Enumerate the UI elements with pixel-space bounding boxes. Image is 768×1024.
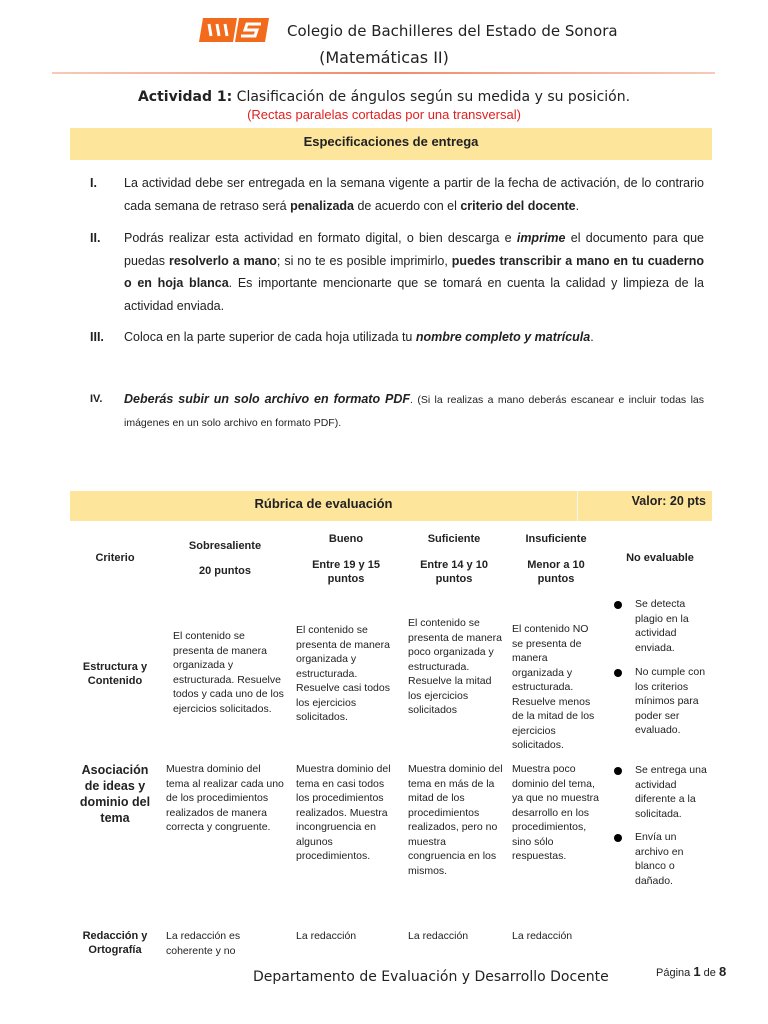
spec-text-run: imprime (516, 231, 566, 245)
rubric-cell: La redacción es coherente y no (166, 930, 241, 957)
col-header-sobresaliente: Sobresaliente (188, 540, 262, 552)
specs-title: Especificaciones de entrega (303, 134, 479, 149)
spec-text-run: Coloca en la parte superior de cada hoja utilizada tu (124, 330, 416, 344)
criterion-label: Redacción y Ortografía (82, 930, 148, 956)
col-header-insuficiente-points: Menor a 10 puntos (527, 559, 585, 585)
rubric-cell: Muestra dominio del tema al realizar cada uno de los procedimientos realizados de manera correcta y congruente. (166, 763, 284, 833)
col-header-no-evaluable: No evaluable (626, 552, 694, 564)
spec-text-run: Podrás realizar esta actividad en formato digital, o bien descarga e (124, 231, 517, 245)
spec-text-run: . (575, 198, 580, 213)
rubric-cell: El contenido NO se presenta de manera organizada y estructurada. Resuelve menos de la mitad de los ejercicios solicitados. (512, 623, 595, 751)
spec-text-run: nombre completo y matrícula (415, 330, 591, 344)
rubric-cell: La redacción (512, 930, 573, 942)
rubric-cell: El contenido se presenta de manera organizada y estructurada. Resuelve casi todos los ejercicios solicitados. (296, 624, 390, 723)
spec-item (70, 227, 712, 322)
spec-item (70, 326, 712, 350)
spec-text-run: resolverlo a mano (168, 253, 277, 268)
rubric-value: Valor: 20 pts (631, 494, 706, 508)
no-evaluable-item: Envía un archivo en blanco o dañado. (635, 831, 684, 887)
rubric-cell: La redacción (296, 930, 357, 942)
rubric-header-divider (577, 491, 578, 521)
spec-item-number: I. (90, 176, 97, 190)
activity-heading (0, 89, 768, 105)
spec-text-run: Deberás subir un solo archivo en (124, 392, 334, 406)
col-header-criterio: Criterio (95, 552, 135, 564)
subject-title: (Matemáticas II) (319, 48, 449, 67)
rubric-cell: El contenido se presenta de manera organizada y estructurada. Resuelve todos y cada uno de los ejercicios solicitados. (173, 630, 284, 715)
col-header-bueno: Bueno (328, 533, 364, 545)
header-divider (52, 72, 715, 74)
spec-text-run: ; si no te es posible imprimirlo, (276, 253, 452, 268)
rubric-cell: Muestra poco dominio del tema, ya que no muestra desarrollo en los procedimientos, sino sólo respuestas. (512, 763, 599, 862)
col-header-suficiente: Suficiente (427, 533, 481, 545)
cobach-logo (197, 16, 271, 44)
spec-item-text (124, 388, 704, 434)
spec-item-number: II. (90, 231, 101, 245)
spec-item-number: IV. (90, 393, 103, 405)
spec-item-number: III. (90, 330, 104, 344)
page-total: 8 (718, 964, 727, 979)
institution-name: Colegio de Bachilleres del Estado de Sonora (287, 22, 618, 40)
spec-item-text (124, 172, 704, 217)
activity-title: Clasificación de ángulos según su medida y su posición. (236, 89, 631, 105)
col-header-bueno-points: Entre 19 y 15 puntos (312, 559, 380, 585)
no-evaluable-item: Se entrega una actividad diferente a la solicitada. (635, 764, 707, 820)
spec-item-text (124, 326, 704, 349)
spec-item (70, 172, 712, 220)
rubric-cell: La redacción (408, 930, 469, 942)
bullet-icon (614, 834, 622, 842)
page-number (656, 964, 726, 979)
criterion-label: Estructura y Contenido (82, 661, 148, 687)
no-evaluable-item: No cumple con los criterios mínimos para poder ser evaluado. (635, 666, 706, 736)
page-label: Página (656, 967, 691, 979)
spec-text-run: puedes transcribir a mano en tu cuaderno o en hoja blanca (124, 253, 704, 290)
page-current: 1 (693, 964, 701, 979)
no-evaluable-item: Se detecta plagio en la actividad enviada. (635, 598, 689, 654)
col-header-insuficiente: Insuficiente (525, 533, 587, 545)
bullet-icon (614, 767, 622, 775)
rubric-cell: Muestra dominio del tema en más de la mitad de los procedimientos realizados, pero no muestra congruencia en los mismos. (408, 763, 503, 877)
page-of-label: de (703, 967, 716, 979)
spec-item-text (124, 227, 704, 317)
spec-text-run: La actividad debe ser entregada en la semana vigente a partir de la fecha de activación, de lo contrario cada semana de retraso será (124, 176, 704, 213)
spec-text-run: criterio del docente (460, 198, 576, 213)
rubric-cell: Muestra dominio del tema en casi todos los procedimientos realizados. Muestra incongruencia en algunos procedimientos. (296, 763, 391, 862)
spec-text-run: de acuerdo con el (354, 198, 461, 213)
spec-text-run: penalizada (290, 198, 354, 213)
rubric-title: Rúbrica de evaluación (254, 496, 393, 511)
bullet-icon (614, 669, 622, 677)
col-header-suficiente-points: Entre 14 y 10 puntos (420, 559, 488, 585)
spec-text-run: . (590, 330, 594, 344)
footer-department: Departamento de Evaluación y Desarrollo Docente (253, 969, 609, 985)
activity-subtitle: (Rectas paralelas cortadas por una transversal) (247, 107, 521, 122)
col-header-sobresaliente-points: 20 puntos (199, 565, 251, 577)
spec-text-run: . (Si la realizas a mano deberás escanear e incluir todas las imágenes en un solo archivo en formato PDF). (124, 394, 704, 429)
criterion-label: Asociación de ideas y dominio del tema (79, 763, 151, 825)
spec-text-run: el documento para que puedas (124, 231, 704, 268)
activity-label: Actividad 1: (137, 89, 233, 105)
bullet-icon (614, 601, 622, 609)
spec-text-run: formato PDF (333, 392, 411, 406)
spec-text-run: . Es importante mencionarte que se tomará en cuenta la calidad y limpieza de la actividad enviada. (124, 276, 704, 313)
spec-item (70, 388, 712, 436)
rubric-cell: El contenido se presenta de manera poco organizada y estructurada. Resuelve la mitad los ejercicios solicitados (408, 617, 502, 716)
